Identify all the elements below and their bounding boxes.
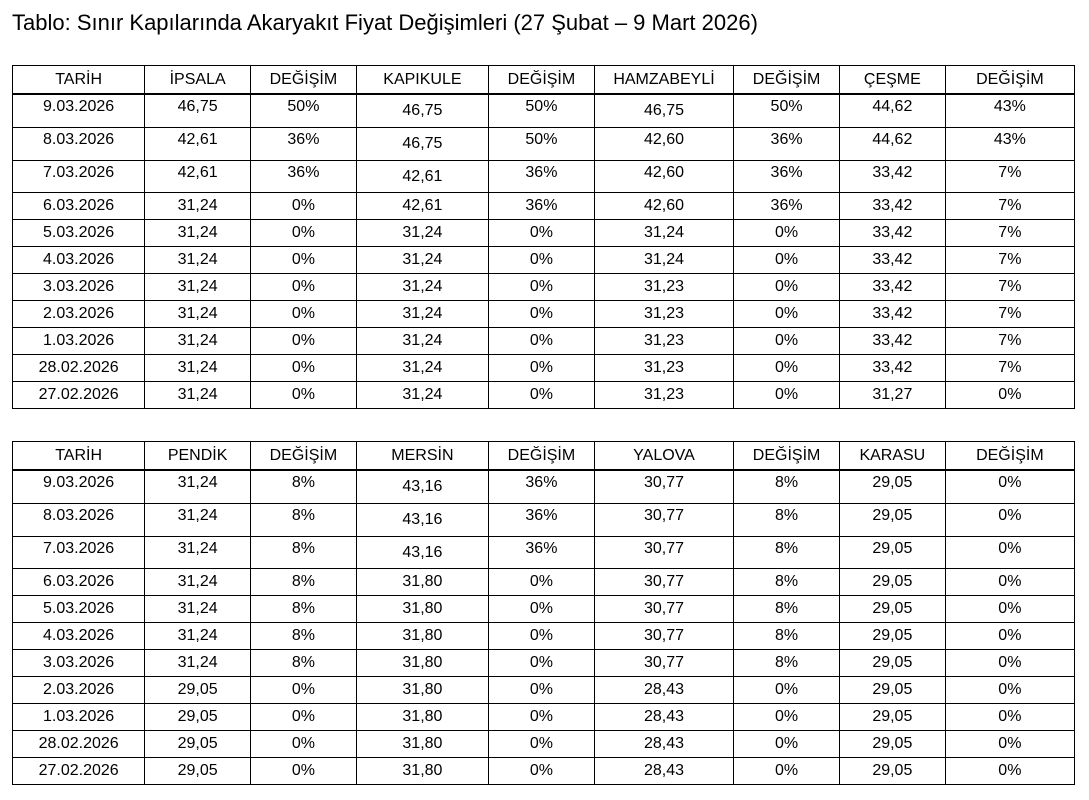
table-row: [13, 536, 1075, 568]
table-cell: 0%: [489, 757, 595, 784]
table-cell: 31,24: [356, 381, 488, 408]
table-cell: 31,24: [145, 354, 251, 381]
table-cell: 31,24: [145, 273, 251, 300]
table-cell: 36%: [489, 470, 595, 503]
table-cell: 31,27: [839, 381, 945, 408]
fuel-price-table-1: [12, 65, 1075, 409]
table-cell: 0%: [734, 273, 840, 300]
table-cell: 0%: [734, 300, 840, 327]
table-cell: 31,23: [594, 381, 733, 408]
table-cell: 0%: [489, 595, 595, 622]
table-cell: 42,60: [594, 160, 733, 192]
table-cell: 33,42: [839, 354, 945, 381]
table-cell: 31,23: [594, 273, 733, 300]
table-cell: 0%: [945, 622, 1074, 649]
column-header: DEĞİŞİM: [734, 442, 840, 471]
table-row: [13, 192, 1075, 219]
table-cell: 0%: [251, 381, 357, 408]
table-cell: 31,80: [356, 622, 488, 649]
column-header: KAPIKULE: [356, 66, 488, 95]
table-cell: 28.02.2026: [13, 730, 145, 757]
table-cell: 33,42: [839, 273, 945, 300]
table-cell: 8%: [734, 503, 840, 536]
table-cell: [356, 127, 488, 160]
table-cell: 0%: [489, 273, 595, 300]
table-cell: 36%: [489, 536, 595, 568]
table-cell: 36%: [734, 192, 840, 219]
table-cell: 0%: [251, 730, 357, 757]
table-cell: 0%: [489, 354, 595, 381]
table-cell: 31,24: [356, 354, 488, 381]
table-cell: 29,05: [839, 470, 945, 503]
table-cell: 4.03.2026: [13, 246, 145, 273]
column-header: KARASU: [839, 442, 945, 471]
table-cell: 30,77: [594, 649, 733, 676]
table-cell: 42,61: [145, 127, 251, 160]
table-cell: 31,24: [145, 192, 251, 219]
table-cell: 31,24: [145, 381, 251, 408]
table-row: [13, 568, 1075, 595]
table-cell: 8%: [251, 536, 357, 568]
table-cell: 46,75: [145, 94, 251, 127]
table-cell: 31,24: [145, 503, 251, 536]
table-cell: 33,42: [839, 246, 945, 273]
table-cell: 28,43: [594, 676, 733, 703]
table-cell: 7%: [945, 354, 1074, 381]
table-cell: 0%: [489, 730, 595, 757]
table-row: [13, 703, 1075, 730]
table-cell: 31,24: [356, 273, 488, 300]
table-cell: 0%: [489, 300, 595, 327]
cell-value: 43,16: [402, 478, 443, 495]
table-cell: 8%: [251, 622, 357, 649]
cell-value: 46,75: [402, 134, 443, 152]
table-cell: 8.03.2026: [13, 127, 145, 160]
table-cell: 31,24: [145, 327, 251, 354]
table-row: [13, 160, 1075, 192]
table-cell: 8%: [734, 470, 840, 503]
table-cell: 31,24: [145, 246, 251, 273]
table-cell: 6.03.2026: [13, 568, 145, 595]
column-header: DEĞİŞİM: [251, 442, 357, 471]
table-cell: 31,80: [356, 676, 488, 703]
table-row: [13, 470, 1075, 503]
table-row: [13, 273, 1075, 300]
column-header: DEĞİŞİM: [945, 442, 1074, 471]
table-cell: 0%: [251, 246, 357, 273]
table-cell: 7.03.2026: [13, 536, 145, 568]
table-cell: 36%: [489, 503, 595, 536]
table-cell: 29,05: [839, 622, 945, 649]
table-cell: 0%: [489, 568, 595, 595]
table-header-row: [13, 442, 1075, 471]
table-cell: 0%: [945, 568, 1074, 595]
table-cell: 36%: [489, 160, 595, 192]
table-cell: 8.03.2026: [13, 503, 145, 536]
table-cell: 0%: [734, 219, 840, 246]
table-cell: 30,77: [594, 536, 733, 568]
table-cell: 3.03.2026: [13, 273, 145, 300]
table-cell: 31,24: [356, 219, 488, 246]
table-row: [13, 327, 1075, 354]
column-header: YALOVA: [594, 442, 733, 471]
table-cell: 8%: [251, 595, 357, 622]
table-cell: 4.03.2026: [13, 622, 145, 649]
table-cell: 31,23: [594, 327, 733, 354]
table-cell: 31,80: [356, 595, 488, 622]
table-cell: 7%: [945, 160, 1074, 192]
table-cell: 0%: [251, 273, 357, 300]
table-cell: 0%: [945, 595, 1074, 622]
table-cell: 29,05: [839, 595, 945, 622]
table-cell: [356, 160, 488, 192]
table-cell: 50%: [251, 94, 357, 127]
column-header: İPSALA: [145, 66, 251, 95]
table-cell: 31,80: [356, 649, 488, 676]
column-header: DEĞİŞİM: [251, 66, 357, 95]
column-header: PENDİK: [145, 442, 251, 471]
table-cell: [356, 470, 488, 503]
table-cell: 30,77: [594, 595, 733, 622]
table-cell: 50%: [489, 127, 595, 160]
table-row: [13, 127, 1075, 160]
table-cell: [356, 94, 488, 127]
table-cell: 42,61: [145, 160, 251, 192]
table-cell: 9.03.2026: [13, 470, 145, 503]
table-cell: 31,24: [594, 246, 733, 273]
table-cell: 7%: [945, 219, 1074, 246]
table-cell: 31,23: [594, 300, 733, 327]
table-cell: 5.03.2026: [13, 595, 145, 622]
table-cell: 1.03.2026: [13, 703, 145, 730]
table-cell: 0%: [489, 622, 595, 649]
table-cell: 0%: [734, 703, 840, 730]
table-cell: 7%: [945, 246, 1074, 273]
table-row: [13, 730, 1075, 757]
table-cell: [356, 536, 488, 568]
table-cell: 0%: [251, 300, 357, 327]
table-row: [13, 757, 1075, 784]
table-cell: 0%: [945, 730, 1074, 757]
table-cell: 0%: [734, 327, 840, 354]
table-cell: 33,42: [839, 192, 945, 219]
table-cell: 8%: [251, 649, 357, 676]
table-cell: 8%: [734, 649, 840, 676]
table-cell: 28,43: [594, 730, 733, 757]
table-cell: 42,60: [594, 127, 733, 160]
table-cell: 7%: [945, 300, 1074, 327]
table-cell: 27.02.2026: [13, 757, 145, 784]
table-cell: 0%: [489, 219, 595, 246]
cell-value: 42,61: [402, 167, 443, 185]
table-cell: 29,05: [839, 703, 945, 730]
table-cell: 2.03.2026: [13, 300, 145, 327]
table-cell: 0%: [489, 676, 595, 703]
table-cell: 28,43: [594, 757, 733, 784]
table-cell: 33,42: [839, 160, 945, 192]
table-cell: 36%: [251, 127, 357, 160]
table-cell: 1.03.2026: [13, 327, 145, 354]
column-header: DEĞİŞİM: [489, 66, 595, 95]
table-cell: 29,05: [839, 757, 945, 784]
table-cell: 36%: [734, 160, 840, 192]
cell-value: 46,75: [402, 102, 443, 119]
table-cell: 5.03.2026: [13, 219, 145, 246]
cell-value: 43,16: [402, 543, 443, 561]
table-cell: 31,80: [356, 730, 488, 757]
table-cell: 36%: [251, 160, 357, 192]
table-cell: 29,05: [145, 676, 251, 703]
table-row: [13, 649, 1075, 676]
table-cell: 31,24: [356, 246, 488, 273]
table-cell: 31,24: [356, 300, 488, 327]
table-cell: 0%: [251, 354, 357, 381]
table-cell: 31,80: [356, 757, 488, 784]
table-cell: 0%: [945, 381, 1074, 408]
table-cell: 43%: [945, 94, 1074, 127]
table-cell: 7%: [945, 327, 1074, 354]
table-cell: 0%: [734, 381, 840, 408]
table-cell: 31,24: [145, 622, 251, 649]
table-cell: 29,05: [839, 503, 945, 536]
table-cell: 0%: [489, 246, 595, 273]
table-cell: 29,05: [839, 649, 945, 676]
table-row: [13, 300, 1075, 327]
table-cell: 0%: [489, 649, 595, 676]
table-cell: 8%: [734, 568, 840, 595]
table-cell: 43%: [945, 127, 1074, 160]
table-cell: 44,62: [839, 127, 945, 160]
table-cell: [356, 503, 488, 536]
table-cell: 31,24: [145, 595, 251, 622]
table-cell: 31,80: [356, 703, 488, 730]
table-cell: 0%: [489, 381, 595, 408]
table-cell: 0%: [251, 703, 357, 730]
table-cell: 30,77: [594, 503, 733, 536]
table-cell: 0%: [251, 676, 357, 703]
cell-value: 43,16: [402, 510, 443, 528]
table-cell: 8%: [734, 595, 840, 622]
table-row: [13, 595, 1075, 622]
table-cell: 9.03.2026: [13, 94, 145, 127]
table-cell: 8%: [734, 622, 840, 649]
table-row: [13, 381, 1075, 408]
table-cell: 31,24: [594, 219, 733, 246]
table-cell: 0%: [945, 470, 1074, 503]
table-cell: 29,05: [145, 757, 251, 784]
table-cell: 50%: [489, 94, 595, 127]
table-row: [13, 622, 1075, 649]
table-cell: 29,05: [839, 730, 945, 757]
table-cell: 31,24: [145, 536, 251, 568]
table-cell: 0%: [734, 246, 840, 273]
table-cell: 29,05: [839, 536, 945, 568]
table-header-row: [13, 66, 1075, 95]
column-header: HAMZABEYLİ: [594, 66, 733, 95]
table-cell: 33,42: [839, 300, 945, 327]
table-cell: 29,05: [145, 730, 251, 757]
table-cell: 30,77: [594, 622, 733, 649]
table-cell: 31,24: [145, 219, 251, 246]
fuel-price-table-2: [12, 441, 1075, 785]
table-cell: 31,24: [356, 327, 488, 354]
table-cell: 36%: [734, 127, 840, 160]
table-row: [13, 676, 1075, 703]
table-row: [13, 246, 1075, 273]
table-cell: 0%: [251, 219, 357, 246]
table-cell: 0%: [251, 192, 357, 219]
table-cell: 29,05: [145, 703, 251, 730]
table-cell: 0%: [251, 757, 357, 784]
table-cell: 31,80: [356, 568, 488, 595]
table-cell: 33,42: [839, 219, 945, 246]
table-cell: 44,62: [839, 94, 945, 127]
table-cell: 0%: [945, 757, 1074, 784]
table-cell: 6.03.2026: [13, 192, 145, 219]
table-cell: 8%: [251, 568, 357, 595]
table-cell: 31,23: [594, 354, 733, 381]
column-header: MERSİN: [356, 442, 488, 471]
table-row: [13, 354, 1075, 381]
table-cell: 30,77: [594, 568, 733, 595]
table-cell: 3.03.2026: [13, 649, 145, 676]
table-cell: [594, 94, 733, 127]
table-cell: 0%: [734, 676, 840, 703]
table-cell: 42,61: [356, 192, 488, 219]
table-cell: 31,24: [145, 470, 251, 503]
column-header: ÇEŞME: [839, 66, 945, 95]
table-cell: 0%: [945, 703, 1074, 730]
table-cell: 8%: [734, 536, 840, 568]
table-cell: 8%: [251, 470, 357, 503]
table-cell: 0%: [945, 676, 1074, 703]
table-cell: 29,05: [839, 568, 945, 595]
table-cell: 29,05: [839, 676, 945, 703]
cell-value: 46,75: [643, 102, 685, 119]
column-header: DEĞİŞİM: [734, 66, 840, 95]
column-header: DEĞİŞİM: [945, 66, 1074, 95]
table-cell: 7.03.2026: [13, 160, 145, 192]
table-cell: 7%: [945, 192, 1074, 219]
table-cell: 50%: [734, 94, 840, 127]
column-header: TARİH: [13, 442, 145, 471]
table-cell: 0%: [945, 536, 1074, 568]
table-row: [13, 219, 1075, 246]
table-cell: 28.02.2026: [13, 354, 145, 381]
table-cell: 2.03.2026: [13, 676, 145, 703]
page-title: Tablo: Sınır Kapılarında Akaryakıt Fiyat Değişimleri (27 Şubat – 9 Mart 2026): [12, 10, 758, 35]
table-cell: 31,24: [145, 300, 251, 327]
table-cell: 36%: [489, 192, 595, 219]
table-cell: 7%: [945, 273, 1074, 300]
table-cell: 0%: [734, 757, 840, 784]
column-header: DEĞİŞİM: [489, 442, 595, 471]
table-row: [13, 503, 1075, 536]
table-row: [13, 94, 1075, 127]
table-cell: 27.02.2026: [13, 381, 145, 408]
table-cell: 0%: [251, 327, 357, 354]
table-cell: 28,43: [594, 703, 733, 730]
table-cell: 0%: [734, 354, 840, 381]
table-cell: 33,42: [839, 327, 945, 354]
column-header: TARİH: [13, 66, 145, 95]
table-cell: 31,24: [145, 649, 251, 676]
table-cell: 0%: [489, 703, 595, 730]
table-cell: 0%: [734, 730, 840, 757]
table-cell: 0%: [945, 503, 1074, 536]
table-cell: 31,24: [145, 568, 251, 595]
table-cell: 0%: [945, 649, 1074, 676]
table-cell: 30,77: [594, 470, 733, 503]
table-cell: 0%: [489, 327, 595, 354]
table-cell: 42,60: [594, 192, 733, 219]
table-cell: 8%: [251, 503, 357, 536]
